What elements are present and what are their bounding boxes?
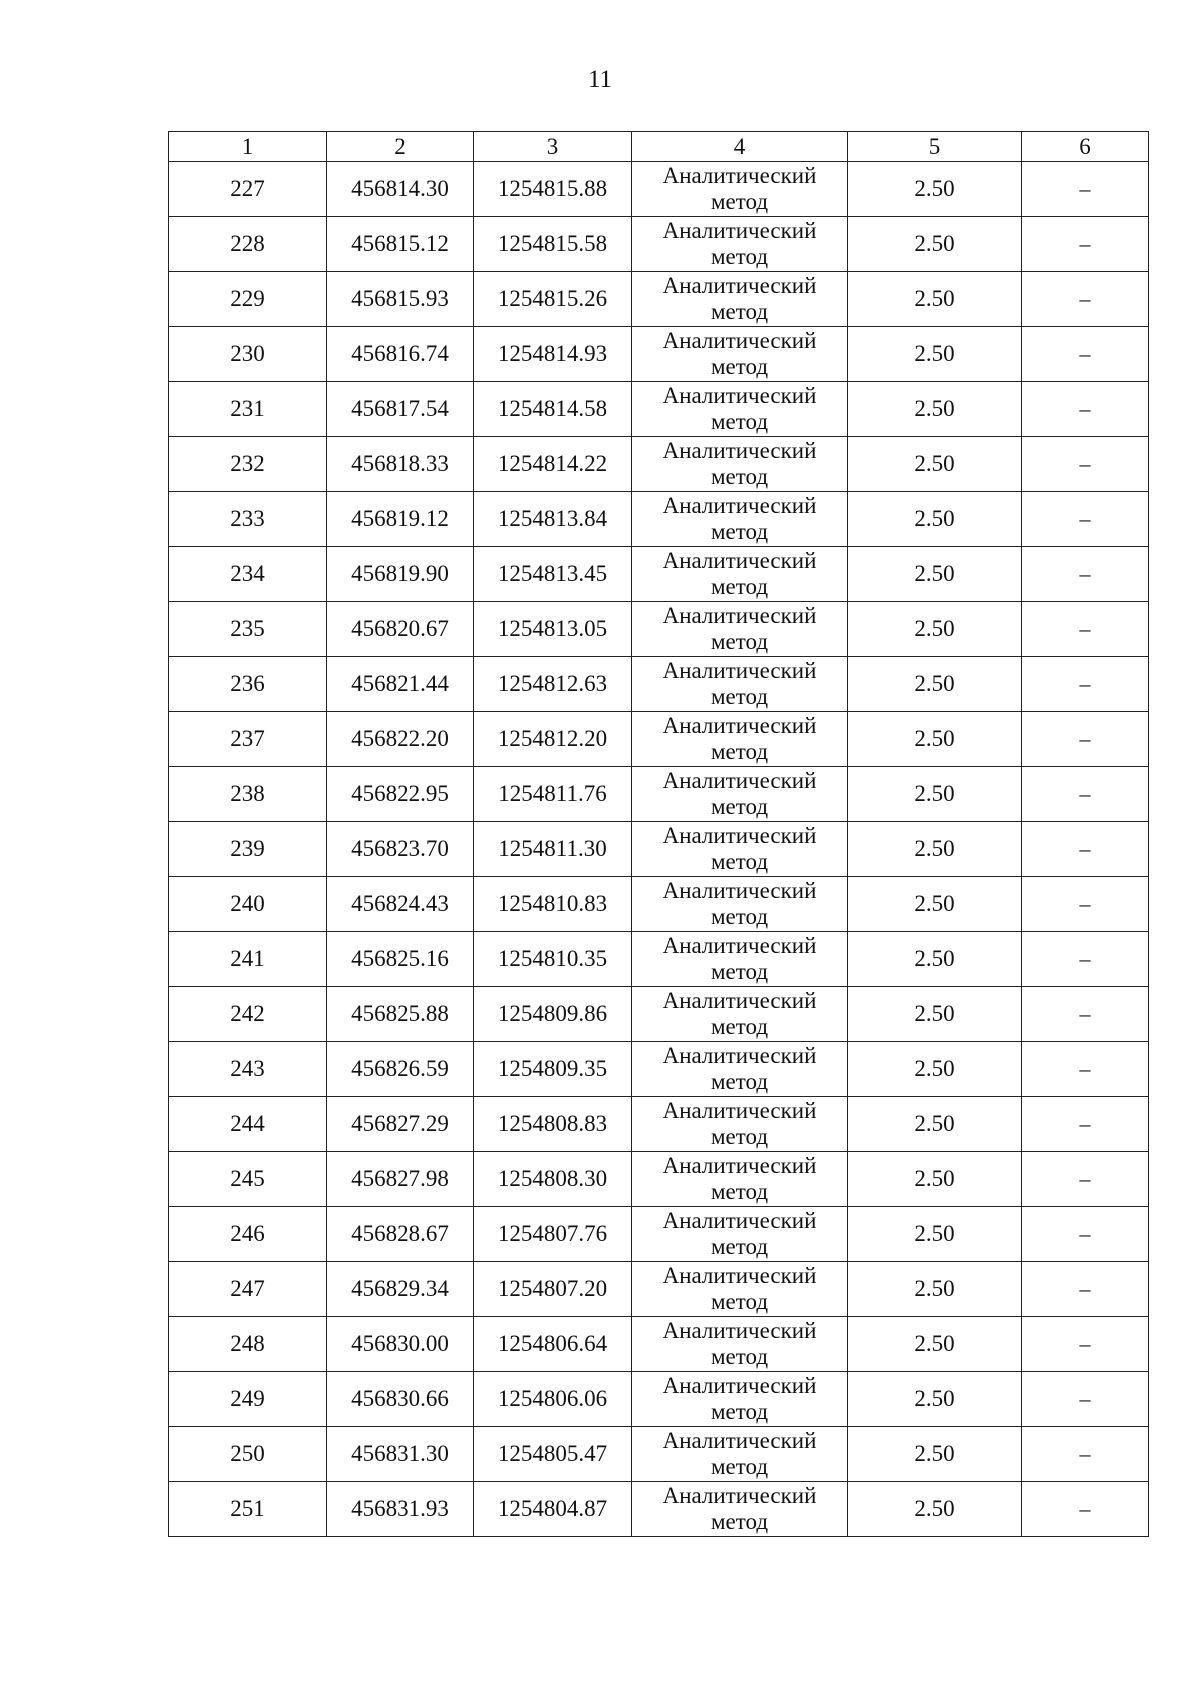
accuracy-cell: 2.50	[848, 217, 1022, 272]
method-text-line: Аналитический	[662, 1043, 817, 1068]
x-coordinate-cell: 456824.43	[327, 877, 474, 932]
method-text-line: метод	[710, 1179, 769, 1204]
note-cell: –	[1022, 877, 1149, 932]
table-row	[169, 1042, 1149, 1097]
point-number-cell: 234	[169, 547, 327, 602]
y-coordinate-cell: 1254813.05	[474, 602, 632, 657]
note-cell: –	[1022, 822, 1149, 877]
note-cell: –	[1022, 492, 1149, 547]
method-text-line: Аналитический	[662, 1153, 817, 1178]
point-number-cell: 247	[169, 1262, 327, 1317]
note-cell: –	[1022, 1317, 1149, 1372]
method-text-line: метод	[710, 1069, 769, 1094]
y-coordinate-cell: 1254815.88	[474, 162, 632, 217]
method-cell	[632, 162, 848, 217]
y-coordinate-cell: 1254808.30	[474, 1152, 632, 1207]
method-text-line: метод	[710, 1289, 769, 1314]
x-coordinate-cell: 456825.88	[327, 987, 474, 1042]
method-cell	[632, 272, 848, 327]
accuracy-cell: 2.50	[848, 1372, 1022, 1427]
note-cell: –	[1022, 1372, 1149, 1427]
accuracy-cell: 2.50	[848, 1317, 1022, 1372]
accuracy-cell: 2.50	[848, 437, 1022, 492]
x-coordinate-cell: 456827.98	[327, 1152, 474, 1207]
x-coordinate-cell: 456826.59	[327, 1042, 474, 1097]
method-text-line: Аналитический	[662, 1263, 817, 1288]
table-row	[169, 1262, 1149, 1317]
accuracy-cell: 2.50	[848, 382, 1022, 437]
x-coordinate-cell: 456819.90	[327, 547, 474, 602]
table-row	[169, 767, 1149, 822]
method-cell	[632, 327, 848, 382]
note-cell: –	[1022, 1207, 1149, 1262]
method-text-line: Аналитический	[662, 1428, 817, 1453]
method-text-line: метод	[710, 409, 769, 434]
y-coordinate-cell: 1254813.84	[474, 492, 632, 547]
x-coordinate-cell: 456820.67	[327, 602, 474, 657]
method-text-line: Аналитический	[662, 988, 817, 1013]
method-cell	[632, 822, 848, 877]
method-cell	[632, 1207, 848, 1262]
column-header: 4	[632, 132, 848, 162]
method-cell	[632, 932, 848, 987]
y-coordinate-cell: 1254812.20	[474, 712, 632, 767]
method-text-line: Аналитический	[662, 658, 817, 683]
point-number-cell: 231	[169, 382, 327, 437]
method-text-line: Аналитический	[662, 1098, 817, 1123]
point-number-cell: 250	[169, 1427, 327, 1482]
method-cell	[632, 1152, 848, 1207]
method-cell	[632, 1372, 848, 1427]
x-coordinate-cell: 456825.16	[327, 932, 474, 987]
method-text-line: метод	[710, 1509, 769, 1534]
point-number-cell: 240	[169, 877, 327, 932]
method-text-line: Аналитический	[662, 548, 817, 573]
method-text-line: метод	[710, 1124, 769, 1149]
method-text-line: Аналитический	[662, 933, 817, 958]
method-text-line: Аналитический	[662, 1208, 817, 1233]
table-row	[169, 602, 1149, 657]
method-text-line: метод	[710, 519, 769, 544]
method-cell	[632, 1042, 848, 1097]
method-text-line: метод	[710, 739, 769, 764]
method-text-line: Аналитический	[662, 878, 817, 903]
point-number-cell: 228	[169, 217, 327, 272]
method-text-line: Аналитический	[662, 713, 817, 738]
method-cell	[632, 1262, 848, 1317]
method-cell	[632, 1427, 848, 1482]
accuracy-cell: 2.50	[848, 932, 1022, 987]
note-cell: –	[1022, 327, 1149, 382]
method-cell	[632, 657, 848, 712]
method-text-line: метод	[710, 354, 769, 379]
point-number-cell: 249	[169, 1372, 327, 1427]
accuracy-cell: 2.50	[848, 547, 1022, 602]
point-number-cell: 227	[169, 162, 327, 217]
note-cell: –	[1022, 1042, 1149, 1097]
method-text-line: Аналитический	[662, 438, 817, 463]
note-cell: –	[1022, 1097, 1149, 1152]
accuracy-cell: 2.50	[848, 1042, 1022, 1097]
y-coordinate-cell: 1254811.76	[474, 767, 632, 822]
note-cell: –	[1022, 382, 1149, 437]
point-number-cell: 248	[169, 1317, 327, 1372]
accuracy-cell: 2.50	[848, 1262, 1022, 1317]
note-cell: –	[1022, 1262, 1149, 1317]
note-cell: –	[1022, 932, 1149, 987]
method-text-line: метод	[710, 959, 769, 984]
x-coordinate-cell: 456831.30	[327, 1427, 474, 1482]
method-text-line: Аналитический	[662, 823, 817, 848]
accuracy-cell: 2.50	[848, 327, 1022, 382]
point-number-cell: 230	[169, 327, 327, 382]
point-number-cell: 239	[169, 822, 327, 877]
method-text-line: метод	[710, 574, 769, 599]
accuracy-cell: 2.50	[848, 492, 1022, 547]
method-text-line: Аналитический	[662, 1373, 817, 1398]
table-row	[169, 657, 1149, 712]
method-text-line: метод	[710, 299, 769, 324]
method-text-line: Аналитический	[662, 273, 817, 298]
table-row	[169, 1482, 1149, 1537]
method-cell	[632, 712, 848, 767]
table-row	[169, 217, 1149, 272]
accuracy-cell: 2.50	[848, 1097, 1022, 1152]
y-coordinate-cell: 1254814.58	[474, 382, 632, 437]
method-text-line: метод	[710, 849, 769, 874]
point-number-cell: 241	[169, 932, 327, 987]
x-coordinate-cell: 456816.74	[327, 327, 474, 382]
note-cell: –	[1022, 602, 1149, 657]
y-coordinate-cell: 1254815.58	[474, 217, 632, 272]
y-coordinate-cell: 1254808.83	[474, 1097, 632, 1152]
table-row	[169, 877, 1149, 932]
method-cell	[632, 547, 848, 602]
accuracy-cell: 2.50	[848, 1207, 1022, 1262]
point-number-cell: 238	[169, 767, 327, 822]
note-cell: –	[1022, 767, 1149, 822]
method-text-line: метод	[710, 629, 769, 654]
accuracy-cell: 2.50	[848, 602, 1022, 657]
column-header: 2	[327, 132, 474, 162]
accuracy-cell: 2.50	[848, 987, 1022, 1042]
method-text-line: метод	[710, 1234, 769, 1259]
y-coordinate-cell: 1254807.20	[474, 1262, 632, 1317]
method-text-line: метод	[710, 1399, 769, 1424]
method-text-line: Аналитический	[662, 163, 817, 188]
table-row	[169, 822, 1149, 877]
x-coordinate-cell: 456828.67	[327, 1207, 474, 1262]
method-text-line: Аналитический	[662, 1318, 817, 1343]
table-row	[169, 1207, 1149, 1262]
coordinates-table	[168, 131, 1149, 1537]
method-text-line: метод	[710, 684, 769, 709]
table-body	[169, 162, 1149, 1537]
method-text-line: Аналитический	[662, 603, 817, 628]
note-cell: –	[1022, 437, 1149, 492]
x-coordinate-cell: 456830.66	[327, 1372, 474, 1427]
method-text-line: метод	[710, 904, 769, 929]
method-text-line: метод	[710, 1454, 769, 1479]
y-coordinate-cell: 1254810.35	[474, 932, 632, 987]
method-text-line: метод	[710, 244, 769, 269]
y-coordinate-cell: 1254804.87	[474, 1482, 632, 1537]
table-row	[169, 492, 1149, 547]
x-coordinate-cell: 456822.95	[327, 767, 474, 822]
table-row	[169, 272, 1149, 327]
x-coordinate-cell: 456822.20	[327, 712, 474, 767]
method-text-line: метод	[710, 1344, 769, 1369]
method-text-line: Аналитический	[662, 328, 817, 353]
table-row	[169, 162, 1149, 217]
accuracy-cell: 2.50	[848, 272, 1022, 327]
table-row	[169, 547, 1149, 602]
column-header: 6	[1022, 132, 1149, 162]
table-row	[169, 712, 1149, 767]
x-coordinate-cell: 456823.70	[327, 822, 474, 877]
point-number-cell: 242	[169, 987, 327, 1042]
method-text-line: Аналитический	[662, 1483, 817, 1508]
x-coordinate-cell: 456815.12	[327, 217, 474, 272]
point-number-cell: 244	[169, 1097, 327, 1152]
y-coordinate-cell: 1254810.83	[474, 877, 632, 932]
x-coordinate-cell: 456815.93	[327, 272, 474, 327]
note-cell: –	[1022, 1482, 1149, 1537]
column-header: 3	[474, 132, 632, 162]
y-coordinate-cell: 1254809.86	[474, 987, 632, 1042]
method-cell	[632, 987, 848, 1042]
point-number-cell: 235	[169, 602, 327, 657]
note-cell: –	[1022, 217, 1149, 272]
point-number-cell: 251	[169, 1482, 327, 1537]
accuracy-cell: 2.50	[848, 1152, 1022, 1207]
table-row	[169, 987, 1149, 1042]
note-cell: –	[1022, 1427, 1149, 1482]
method-text-line: метод	[710, 794, 769, 819]
method-cell	[632, 1482, 848, 1537]
x-coordinate-cell: 456831.93	[327, 1482, 474, 1537]
method-text-line: метод	[710, 1014, 769, 1039]
y-coordinate-cell: 1254807.76	[474, 1207, 632, 1262]
point-number-cell: 232	[169, 437, 327, 492]
table-row	[169, 1152, 1149, 1207]
point-number-cell: 236	[169, 657, 327, 712]
column-header: 1	[169, 132, 327, 162]
y-coordinate-cell: 1254806.06	[474, 1372, 632, 1427]
x-coordinate-cell: 456818.33	[327, 437, 474, 492]
page-number: 11	[587, 66, 613, 93]
x-coordinate-cell: 456827.29	[327, 1097, 474, 1152]
point-number-cell: 229	[169, 272, 327, 327]
table-row	[169, 1372, 1149, 1427]
note-cell: –	[1022, 547, 1149, 602]
x-coordinate-cell: 456814.30	[327, 162, 474, 217]
method-cell	[632, 877, 848, 932]
y-coordinate-cell: 1254814.93	[474, 327, 632, 382]
note-cell: –	[1022, 657, 1149, 712]
method-cell	[632, 437, 848, 492]
accuracy-cell: 2.50	[848, 162, 1022, 217]
method-cell	[632, 1097, 848, 1152]
table-row	[169, 932, 1149, 987]
accuracy-cell: 2.50	[848, 877, 1022, 932]
note-cell: –	[1022, 1152, 1149, 1207]
point-number-cell: 246	[169, 1207, 327, 1262]
note-cell: –	[1022, 162, 1149, 217]
table-row	[169, 327, 1149, 382]
table-row	[169, 1317, 1149, 1372]
method-cell	[632, 1317, 848, 1372]
method-text-line: метод	[710, 464, 769, 489]
y-coordinate-cell: 1254814.22	[474, 437, 632, 492]
y-coordinate-cell: 1254815.26	[474, 272, 632, 327]
method-text-line: метод	[710, 189, 769, 214]
accuracy-cell: 2.50	[848, 822, 1022, 877]
method-text-line: Аналитический	[662, 768, 817, 793]
method-text-line: Аналитический	[662, 218, 817, 243]
x-coordinate-cell: 456817.54	[327, 382, 474, 437]
note-cell: –	[1022, 712, 1149, 767]
y-coordinate-cell: 1254811.30	[474, 822, 632, 877]
note-cell: –	[1022, 987, 1149, 1042]
table-row	[169, 382, 1149, 437]
method-text-line: Аналитический	[662, 383, 817, 408]
note-cell: –	[1022, 272, 1149, 327]
accuracy-cell: 2.50	[848, 712, 1022, 767]
x-coordinate-cell: 456821.44	[327, 657, 474, 712]
method-cell	[632, 382, 848, 437]
table-row	[169, 437, 1149, 492]
method-cell	[632, 217, 848, 272]
method-cell	[632, 767, 848, 822]
y-coordinate-cell: 1254806.64	[474, 1317, 632, 1372]
y-coordinate-cell: 1254812.63	[474, 657, 632, 712]
y-coordinate-cell: 1254809.35	[474, 1042, 632, 1097]
method-cell	[632, 602, 848, 657]
x-coordinate-cell: 456829.34	[327, 1262, 474, 1317]
column-header: 5	[848, 132, 1022, 162]
point-number-cell: 233	[169, 492, 327, 547]
accuracy-cell: 2.50	[848, 1427, 1022, 1482]
point-number-cell: 245	[169, 1152, 327, 1207]
x-coordinate-cell: 456819.12	[327, 492, 474, 547]
point-number-cell: 243	[169, 1042, 327, 1097]
accuracy-cell: 2.50	[848, 1482, 1022, 1537]
y-coordinate-cell: 1254805.47	[474, 1427, 632, 1482]
table-header-row	[169, 132, 1149, 162]
method-text-line: Аналитический	[662, 493, 817, 518]
accuracy-cell: 2.50	[848, 657, 1022, 712]
table-row	[169, 1427, 1149, 1482]
accuracy-cell: 2.50	[848, 767, 1022, 822]
x-coordinate-cell: 456830.00	[327, 1317, 474, 1372]
y-coordinate-cell: 1254813.45	[474, 547, 632, 602]
method-cell	[632, 492, 848, 547]
point-number-cell: 237	[169, 712, 327, 767]
table-row	[169, 1097, 1149, 1152]
